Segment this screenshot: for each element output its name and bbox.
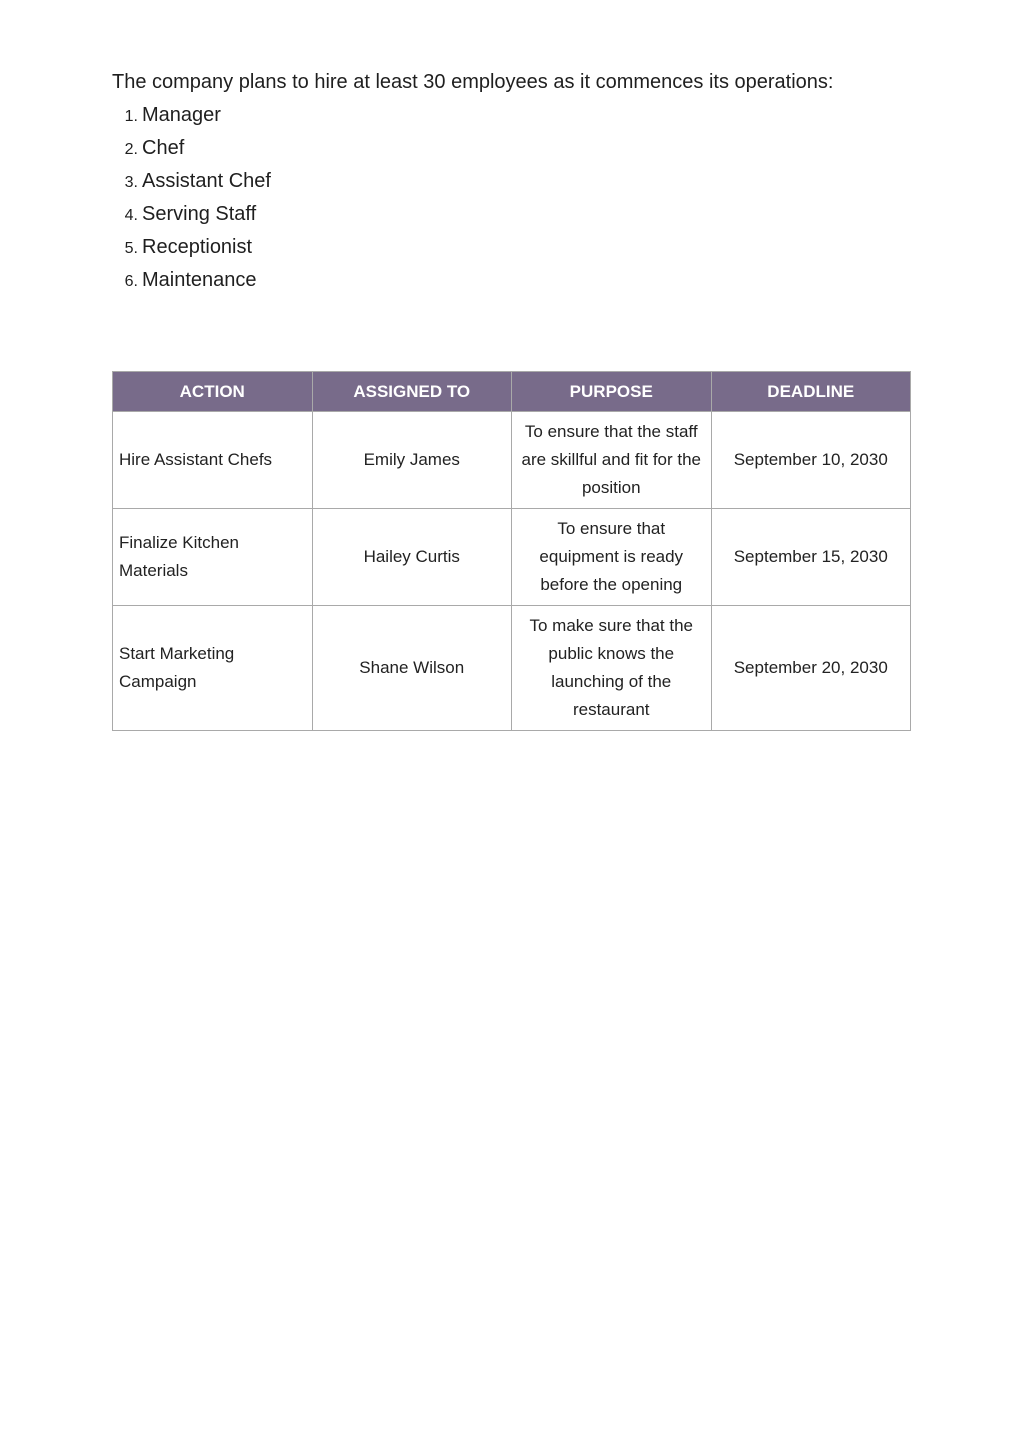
list-item-label: Chef — [142, 137, 185, 159]
table-row — [113, 412, 911, 509]
table-row — [113, 606, 911, 731]
cell-purpose: To ensure that the staff are skillful and fit for the position — [512, 412, 712, 509]
list-item-number: 2. — [124, 141, 138, 158]
header-purpose: PURPOSE — [512, 372, 712, 412]
header-assigned-to: ASSIGNED TO — [312, 372, 512, 412]
list-item — [112, 133, 271, 166]
cell-assigned-to: Shane Wilson — [312, 606, 512, 731]
list-item — [112, 265, 271, 298]
cell-assigned-to: Hailey Curtis — [312, 509, 512, 606]
list-item-label: Receptionist — [142, 236, 253, 258]
header-deadline: DEADLINE — [711, 372, 911, 412]
header-action: ACTION — [113, 372, 313, 412]
list-item — [112, 199, 271, 232]
cell-deadline: September 10, 2030 — [711, 412, 911, 509]
list-item-number: 5. — [124, 240, 138, 257]
cell-assigned-to: Emily James — [312, 412, 512, 509]
cell-action: Finalize Kitchen Materials — [113, 509, 313, 606]
list-item-number: 4. — [124, 207, 138, 224]
action-plan-table — [112, 371, 911, 731]
list-item-number: 6. — [124, 273, 138, 290]
cell-action: Hire Assistant Chefs — [113, 412, 313, 509]
cell-deadline: September 15, 2030 — [711, 509, 911, 606]
list-item-number: 3. — [124, 174, 138, 191]
list-item-number: 1. — [124, 108, 138, 125]
list-item-label: Assistant Chef — [142, 170, 271, 192]
table-row — [113, 509, 911, 606]
list-item — [112, 232, 271, 265]
cell-purpose: To make sure that the public knows the launching of the restaurant — [512, 606, 712, 731]
table-header-row — [113, 372, 911, 412]
list-item-label: Serving Staff — [142, 203, 257, 225]
list-item — [112, 166, 271, 199]
list-item-label: Manager — [142, 104, 221, 126]
list-item — [112, 100, 271, 133]
list-item-label: Maintenance — [142, 269, 257, 291]
cell-deadline: September 20, 2030 — [711, 606, 911, 731]
hiring-roles-list — [112, 100, 271, 298]
cell-purpose: To ensure that equipment is ready before the opening — [512, 509, 712, 606]
intro-paragraph: The company plans to hire at least 30 employees as it commences its operations: — [112, 71, 834, 93]
cell-action: Start Marketing Campaign — [113, 606, 313, 731]
